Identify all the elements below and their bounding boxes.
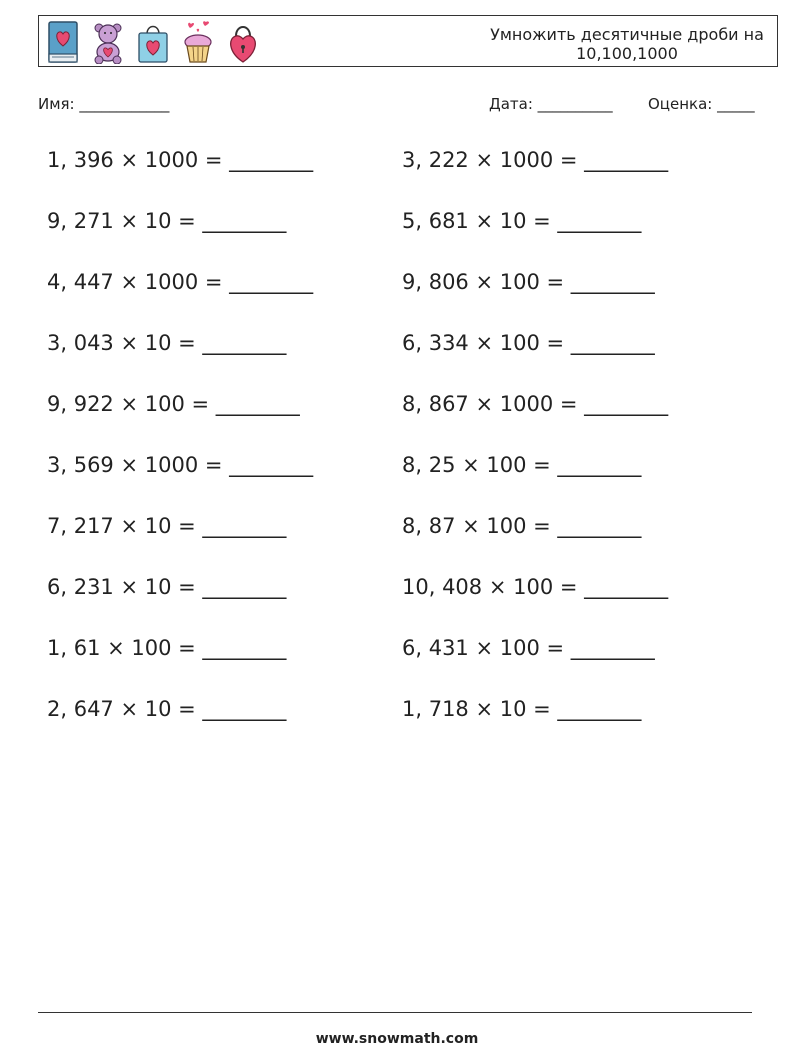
problem-right-7: 8, 87 × 100 = ________	[402, 514, 642, 538]
problem-left-10: 2, 647 × 10 = ________	[47, 697, 287, 721]
problem-right-3: 9, 806 × 100 = ________	[402, 270, 655, 294]
shopping-bag-heart-icon	[136, 20, 170, 64]
date-field-label: Дата: __________	[489, 95, 613, 113]
worksheet-title-line2: 10,100,1000	[576, 44, 678, 63]
problem-right-6: 8, 25 × 100 = ________	[402, 453, 642, 477]
problem-left-6: 3, 569 × 1000 = ________	[47, 453, 314, 477]
problem-left-2: 9, 271 × 10 = ________	[47, 209, 287, 233]
grade-field-label: Оценка: _____	[648, 95, 755, 113]
heart-padlock-icon	[226, 20, 260, 64]
problem-right-10: 1, 718 × 10 = ________	[402, 697, 642, 721]
problem-left-7: 7, 217 × 10 = ________	[47, 514, 287, 538]
name-field-label: Имя: ____________	[38, 95, 170, 113]
book-heart-icon	[46, 20, 80, 64]
worksheet-header	[38, 15, 778, 67]
problem-left-3: 4, 447 × 1000 = ________	[47, 270, 314, 294]
problem-left-4: 3, 043 × 10 = ________	[47, 331, 287, 355]
problem-right-9: 6, 431 × 100 = ________	[402, 636, 655, 660]
teddy-bear-icon	[91, 20, 125, 64]
problem-right-8: 10, 408 × 100 = ________	[402, 575, 669, 599]
problem-right-1: 3, 222 × 1000 = ________	[402, 148, 669, 172]
problem-left-8: 6, 231 × 10 = ________	[47, 575, 287, 599]
problem-left-9: 1, 61 × 100 = ________	[47, 636, 287, 660]
footer-url[interactable]: www.snowmath.com	[315, 1031, 479, 1047]
problem-right-2: 5, 681 × 10 = ________	[402, 209, 642, 233]
problem-right-5: 8, 867 × 1000 = ________	[402, 392, 669, 416]
worksheet-title	[439, 25, 794, 63]
problem-left-1: 1, 396 × 1000 = ________	[47, 148, 314, 172]
worksheet-title-line1: Умножить десятичные дроби на	[490, 25, 764, 44]
footer-divider	[38, 1012, 752, 1013]
problem-left-5: 9, 922 × 100 = ________	[47, 392, 300, 416]
cupcake-icon	[181, 20, 215, 64]
problem-right-4: 6, 334 × 100 = ________	[402, 331, 655, 355]
